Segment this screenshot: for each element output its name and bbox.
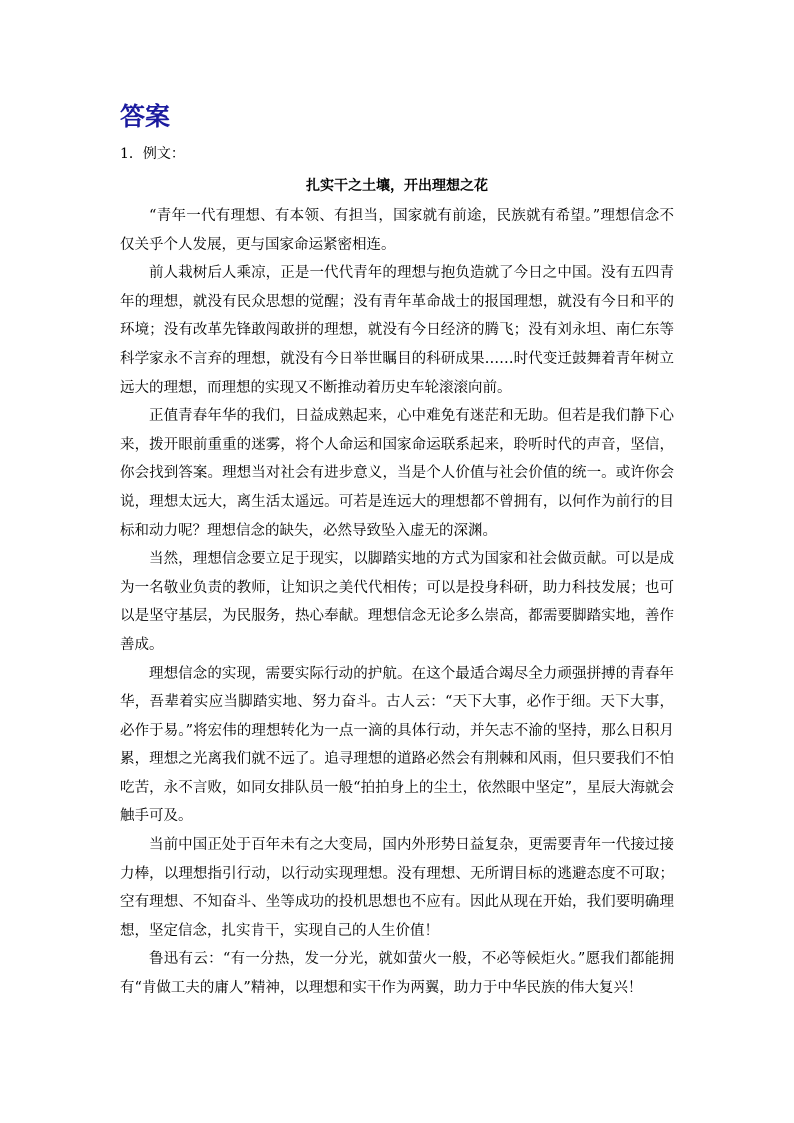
answer-heading: 答案	[120, 102, 171, 131]
essay-title: 扎实干之土壤，开出理想之花	[306, 178, 488, 194]
essay-paragraph-5: 理想信念的实现，需要实际行动的护航。在这个最适合竭尽全力顽强拼搏的青春年华，吾辈着实应当脚踏实地、努力奋斗。古人云：“天下大事，必作于细。天下大事，必作于易。”将宏伟的理想转化为一点一滴的具体行动，并矢志不渝的坚持，那么日积月累，理想之光离我们就不远了。追寻理想的道路必然会有荆棘和风雨，但只要我们不怕吃苦，永不言败，如同女排队员一般“拍拍身上的尘土，依然眼中坚定”，星辰大海就会触手可及。	[120, 665, 674, 825]
item-number-label: 1．例文：	[120, 146, 185, 162]
essay-body	[120, 202, 674, 1003]
essay-paragraph-2: 前人栽树后人乘凉，正是一代代青年的理想与抱负造就了今日之中国。没有五四青年的理想，就没有民众思想的觉醒；没有青年革命战士的报国理想，就没有今日和平的环境；没有改革先锋敢闯敢拼的理想，就没有今日经济的腾飞；没有刘永坦、南仁东等科学家永不言弃的理想，就没有今日举世瞩目的科研成果……时代变迁鼓舞着青年树立远大的理想，而理想的实现又不断推动着历史车轮滚滚向前。	[120, 265, 674, 396]
essay-paragraph-1: “青年一代有理想、有本领、有担当，国家就有前途，民族就有希望。”理想信念不仅关乎个人发展，更与国家命运紧密相连。	[120, 208, 674, 253]
essay-paragraph-3: 正值青春年华的我们，日益成熟起来，心中难免有迷茫和无助。但若是我们静下心来，拨开眼前重重的迷雾，将个人命运和国家命运联系起来，聆听时代的声音，坚信，你会找到答案。理想当对社会有进步意义，当是个人价值与社会价值的统一。或许你会说，理想太远大，离生活太遥远。可若是连远大的理想都不曾拥有，以何作为前行的目标和动力呢？理想信念的缺失，必然导致坠入虚无的深渊。	[120, 408, 674, 539]
essay-paragraph-6: 当前中国正处于百年未有之大变局，国内外形势日益复杂，更需要青年一代接过接力棒，以理想指引行动，以行动实现理想。没有理想、无所谓目标的逃避态度不可取；空有理想、不知奋斗、坐等成功的投机思想也不应有。因此从现在开始，我们要明确理想，坚定信念，扎实肯干，实现自己的人生价值！	[120, 837, 674, 939]
essay-paragraph-4: 当然，理想信念要立足于现实，以脚踏实地的方式为国家和社会做贡献。可以是成为一名敬业负责的教师，让知识之美代代相传；可以是投身科研，助力科技发展；也可以是坚守基层，为民服务，热心奉献。理想信念无论多么崇高，都需要脚踏实地，善作善成。	[120, 551, 674, 653]
essay-paragraph-7: 鲁迅有云：“有一分热，发一分光，就如萤火一般，不必等候炬火。”愿我们都能拥有“肯做工夫的庸人”精神，以理想和实干作为两翼，助力于中华民族的伟大复兴！	[120, 951, 674, 997]
